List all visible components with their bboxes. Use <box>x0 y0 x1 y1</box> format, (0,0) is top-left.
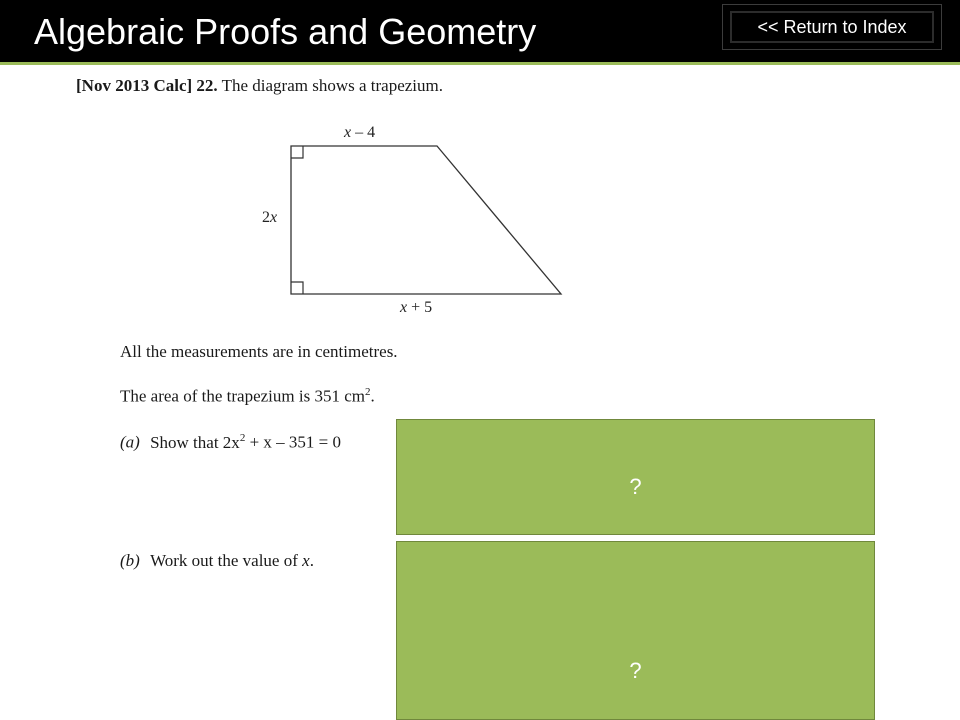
part-b <box>120 551 314 571</box>
bottom-side-var: x <box>400 299 408 316</box>
bottom-side-label <box>399 299 432 316</box>
part-a-text-end: + x – 351 = 0 <box>245 432 341 452</box>
area-suffix: . <box>370 386 375 406</box>
top-side-rest: – 4 <box>351 124 376 141</box>
trapezium-shape <box>291 146 561 294</box>
part-b-label: (b) <box>120 551 140 570</box>
area-statement <box>120 386 375 407</box>
answer-box-a[interactable] <box>396 419 875 535</box>
part-a-sup: 2 <box>239 432 246 444</box>
part-b-text-end: . <box>309 551 314 570</box>
part-a-label: (a) <box>120 432 140 452</box>
return-button-label[interactable]: << Return to Index <box>757 16 907 37</box>
measurement-note: All the measurements are in centimetres. <box>120 342 398 361</box>
part-a <box>120 432 341 453</box>
header-bar <box>0 0 960 65</box>
question-heading <box>76 76 443 96</box>
return-button-frame[interactable] <box>730 11 934 43</box>
left-side-var: x <box>270 209 278 226</box>
area-superscript: 2 <box>364 386 371 398</box>
right-angle-marker-top <box>291 146 303 158</box>
trapezium-diagram <box>250 118 580 318</box>
return-to-index-button[interactable] <box>722 4 942 50</box>
top-side-var: x <box>344 124 352 141</box>
part-b-text: Work out the value of <box>150 551 303 570</box>
question-number: 22. <box>196 76 218 95</box>
question-intro: The diagram shows a trapezium. <box>221 76 444 95</box>
right-angle-marker-bottom <box>291 282 303 294</box>
bottom-side-rest: + 5 <box>407 299 433 316</box>
answer-b-label[interactable]: ? <box>629 657 642 683</box>
answer-a-label[interactable]: ? <box>629 474 642 499</box>
part-b-var: x <box>302 551 310 570</box>
left-side-num: 2 <box>262 209 270 226</box>
part-a-text: Show that 2x <box>150 432 240 452</box>
page-title: Algebraic Proofs and Geometry <box>34 11 537 52</box>
question-source: [Nov 2013 Calc] <box>76 76 193 95</box>
left-side-label <box>262 209 277 226</box>
answer-box-b[interactable] <box>396 541 875 720</box>
area-prefix: The area of the trapezium is 351 cm <box>120 386 365 406</box>
top-side-label <box>343 124 375 141</box>
